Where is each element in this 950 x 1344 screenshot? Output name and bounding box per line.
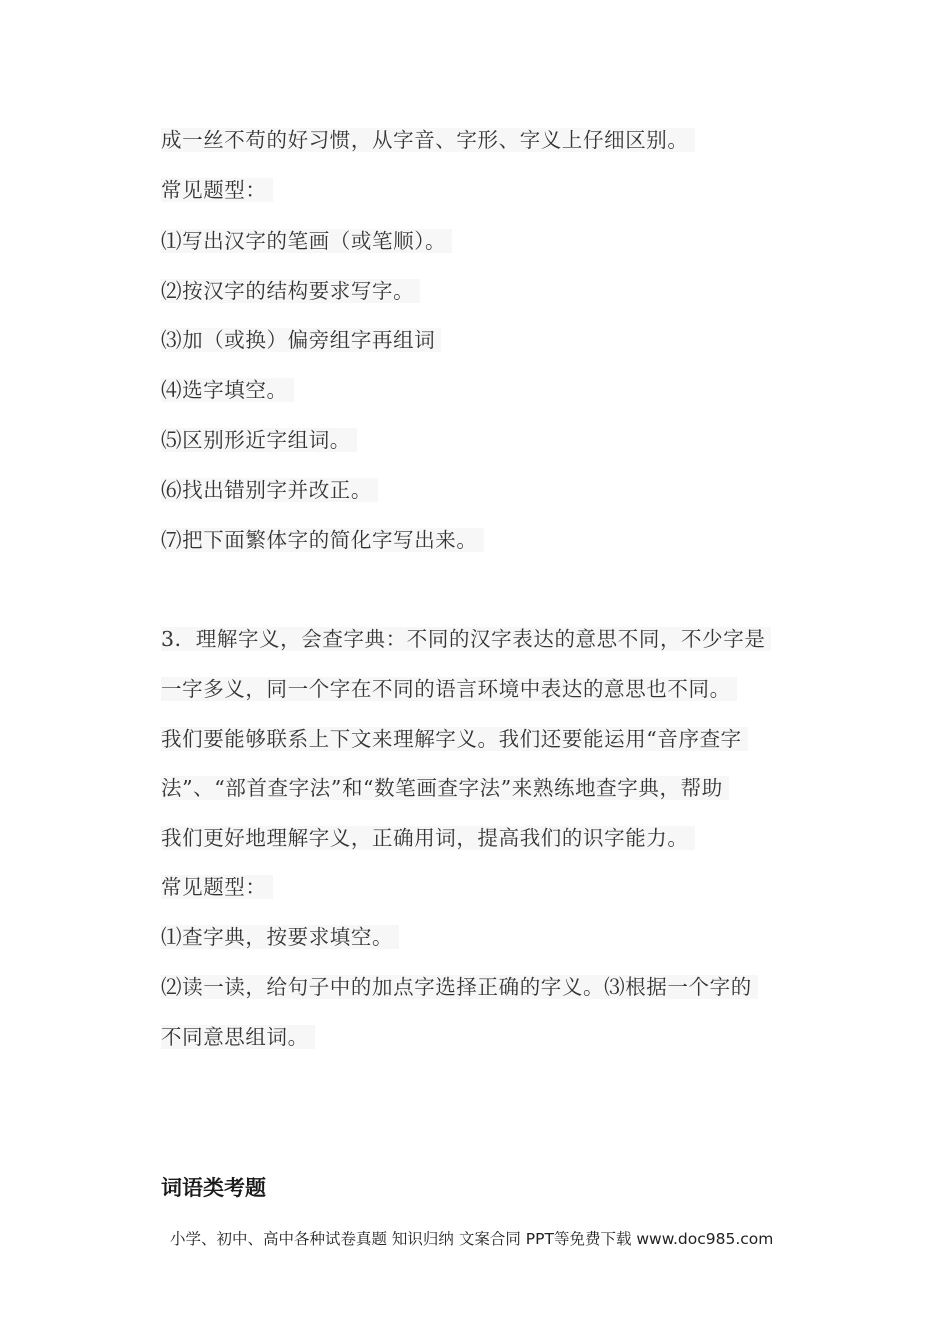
list-item: ⑴写出汉字的笔画（或笔顺）。 — [161, 226, 452, 256]
paragraph-line: 成一丝不苟的好习惯，从字音、字形、字义上仔细区别。 — [161, 125, 695, 155]
list-item: ⑸区别形近字组词。 — [161, 425, 357, 455]
section-heading: 词语类考题 — [161, 1176, 266, 1200]
paragraph-line: 3．理解字义，会查字典：不同的汉字表达的意思不同，不少字是 — [161, 624, 771, 654]
list-item: ⑺把下面繁体字的简化字写出来。 — [161, 525, 484, 555]
list-item: 不同意思组词。 — [161, 1022, 315, 1052]
list-item: ⑹找出错别字并改正。 — [161, 475, 378, 505]
paragraph-line: 一字多义，同一个字在不同的语言环境中表达的意思也不同。 — [161, 674, 737, 704]
list-item: ⑵按汉字的结构要求写字。 — [161, 276, 420, 306]
list-item: ⑶加（或换）偏旁组字再组词 — [161, 325, 441, 355]
list-item: ⑵读一读，给句子中的加点字选择正确的字义。⑶根据一个字的 — [161, 972, 758, 1002]
list-item: ⑷选字填空。 — [161, 375, 294, 405]
page-footer: 小学、初中、高中各种试卷真题 知识归纳 文案合同 PPT等免费下载 www.doc985.com — [170, 1230, 774, 1248]
list-item: ⑴查字典，按要求填空。 — [161, 922, 399, 952]
types-label: 常见题型： — [161, 872, 273, 902]
types-label: 常见题型： — [161, 175, 273, 205]
paragraph-line: 我们更好地理解字义，正确用词，提高我们的识字能力。 — [161, 823, 695, 853]
paragraph-line: 法”、“部首查字法”和“数笔画查字法”来熟练地查字典，帮助 — [161, 773, 729, 803]
paragraph-line: 我们要能够联系上下文来理解字义。我们还要能运用“音序查字 — [161, 724, 748, 754]
